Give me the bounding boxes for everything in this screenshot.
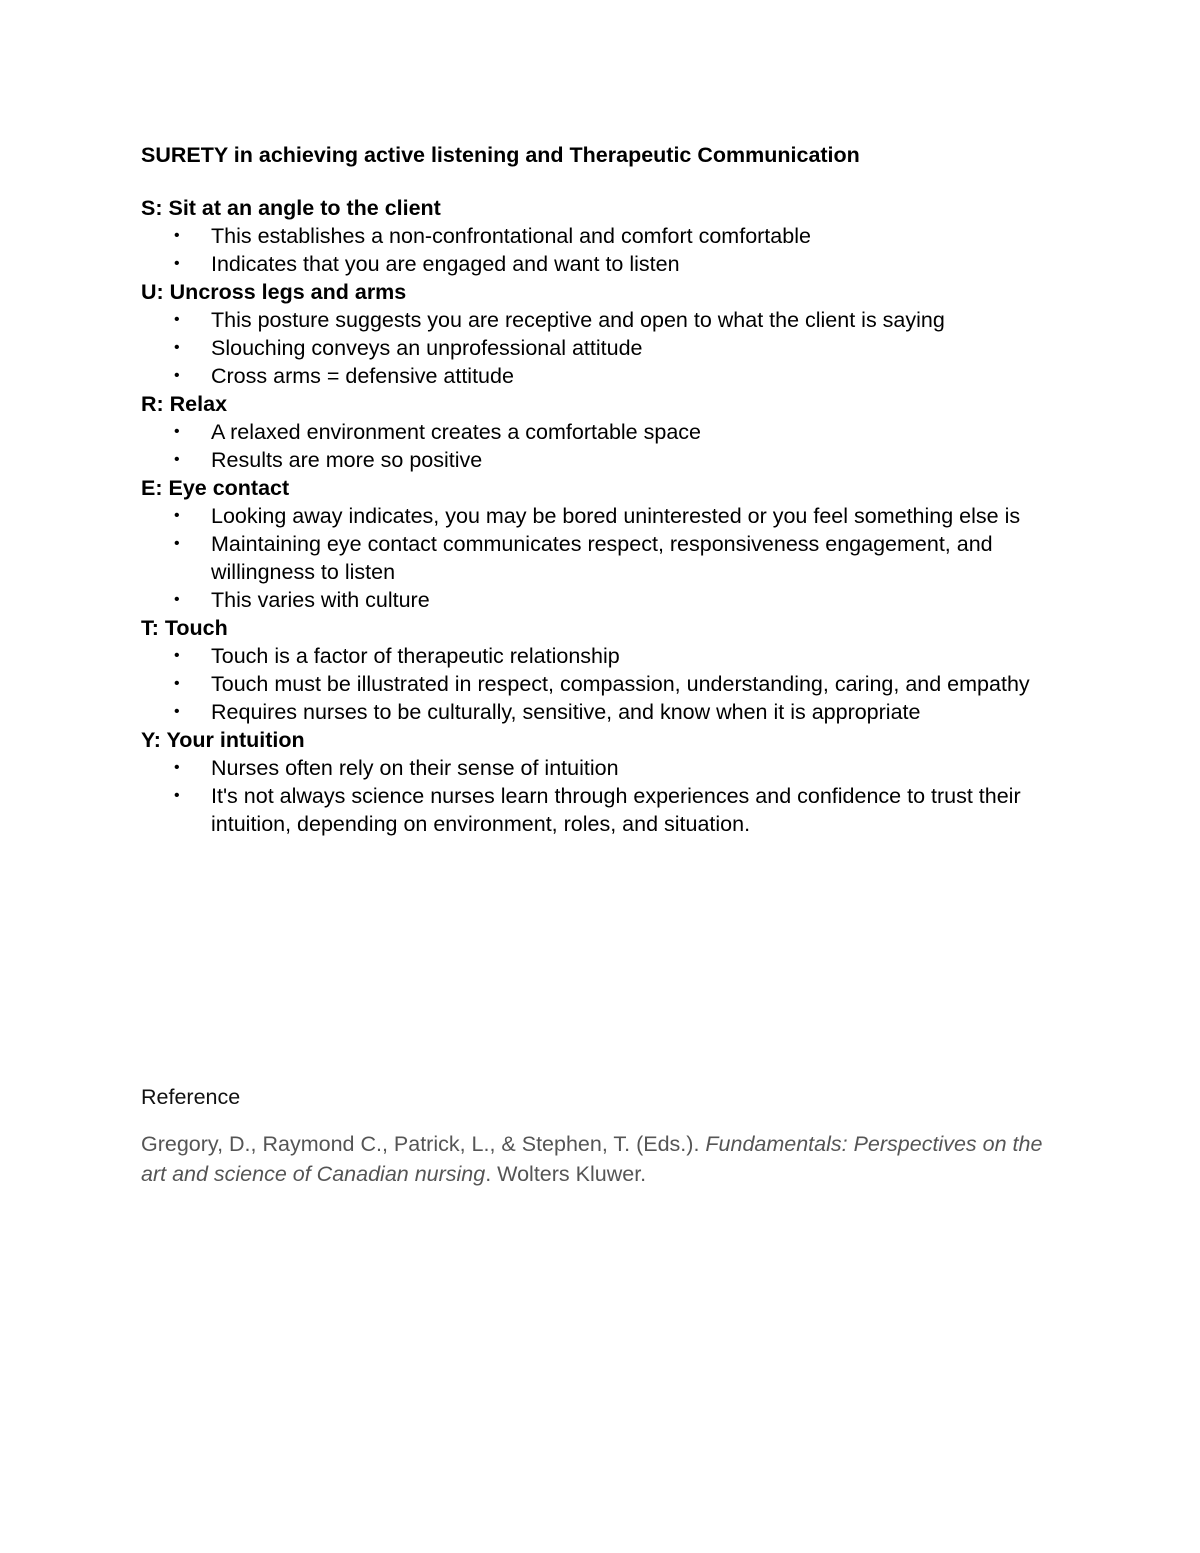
bullet-item: [141, 530, 1071, 586]
section-heading: R: Relax: [141, 392, 228, 416]
bullet-text: This establishes a non-confrontational and comfort comfortable: [211, 224, 811, 248]
bullet-item: [141, 446, 1071, 474]
bullet-item: [141, 502, 1071, 530]
bullet-text: A relaxed environment creates a comfortable space: [211, 420, 701, 444]
bullet-text: It's not always science nurses learn through experiences and confidence to trust their intuition, depending on environment, roles, and situation.: [211, 784, 1021, 836]
bullet-item: [141, 670, 1071, 698]
bullet-icon: •: [174, 255, 180, 272]
bullet-item: [141, 334, 1071, 362]
citation-authors: Gregory, D., Raymond C., Patrick, L., & Stephen, T. (Eds.).: [141, 1132, 706, 1156]
bullet-icon: •: [174, 367, 180, 384]
reference-citation: [141, 1129, 1071, 1189]
bullet-text: Touch must be illustrated in respect, compassion, understanding, caring, and empathy: [211, 672, 1030, 696]
bullet-item: [141, 586, 1071, 614]
bullet-item: [141, 754, 1071, 782]
bullet-list: [141, 502, 1071, 614]
bullet-item: [141, 362, 1071, 390]
bullet-list: [141, 306, 1071, 390]
surety-sections: [141, 194, 1071, 838]
document-body: [141, 140, 1071, 838]
bullet-text: Results are more so positive: [211, 448, 483, 472]
bullet-icon: •: [174, 787, 180, 804]
bullet-item: [141, 782, 1071, 838]
reference-block: [141, 1082, 1071, 1189]
bullet-icon: •: [174, 675, 180, 692]
bullet-icon: •: [174, 423, 180, 440]
section-heading: E: Eye contact: [141, 476, 290, 500]
section-heading: Y: Your intuition: [141, 728, 305, 752]
bullet-icon: •: [174, 451, 180, 468]
bullet-text: Maintaining eye contact communicates respect, responsiveness engagement, and willingness to listen: [211, 532, 993, 584]
bullet-text: This posture suggests you are receptive and open to what the client is saying: [211, 308, 945, 332]
bullet-icon: •: [174, 703, 180, 720]
bullet-item: [141, 306, 1071, 334]
bullet-text: Requires nurses to be culturally, sensitive, and know when it is appropriate: [211, 700, 921, 724]
bullet-icon: •: [174, 759, 180, 776]
bullet-item: [141, 642, 1071, 670]
bullet-list: [141, 222, 1071, 278]
section-heading: S: Sit at an angle to the client: [141, 196, 441, 220]
bullet-text: Touch is a factor of therapeutic relationship: [211, 644, 620, 668]
bullet-icon: •: [174, 311, 180, 328]
bullet-text: This varies with culture: [211, 588, 430, 612]
bullet-list: [141, 754, 1071, 838]
section-heading: T: Touch: [141, 616, 228, 640]
bullet-list: [141, 642, 1071, 726]
bullet-item: [141, 250, 1071, 278]
bullet-list: [141, 418, 1071, 474]
bullet-item: [141, 222, 1071, 250]
bullet-icon: •: [174, 591, 180, 608]
reference-label: Reference: [141, 1085, 241, 1109]
bullet-icon: •: [174, 507, 180, 524]
bullet-icon: •: [174, 647, 180, 664]
bullet-icon: •: [174, 227, 180, 244]
bullet-icon: •: [174, 339, 180, 356]
bullet-text: Indicates that you are engaged and want to listen: [211, 252, 680, 276]
bullet-text: Slouching conveys an unprofessional attitude: [211, 336, 643, 360]
document-title: SURETY in achieving active listening and Therapeutic Communication: [141, 143, 860, 167]
bullet-item: [141, 418, 1071, 446]
bullet-text: Cross arms = defensive attitude: [211, 364, 514, 388]
citation-book-title: Fundamentals: Perspectives on the art and science of Canadian nursing: [141, 1132, 1043, 1186]
bullet-icon: •: [174, 535, 180, 552]
section-heading: U: Uncross legs and arms: [141, 280, 407, 304]
bullet-item: [141, 698, 1071, 726]
bullet-text: Nurses often rely on their sense of intuition: [211, 756, 619, 780]
citation-publisher: . Wolters Kluwer.: [485, 1162, 647, 1186]
bullet-text: Looking away indicates, you may be bored uninterested or you feel something else is: [211, 504, 1021, 528]
